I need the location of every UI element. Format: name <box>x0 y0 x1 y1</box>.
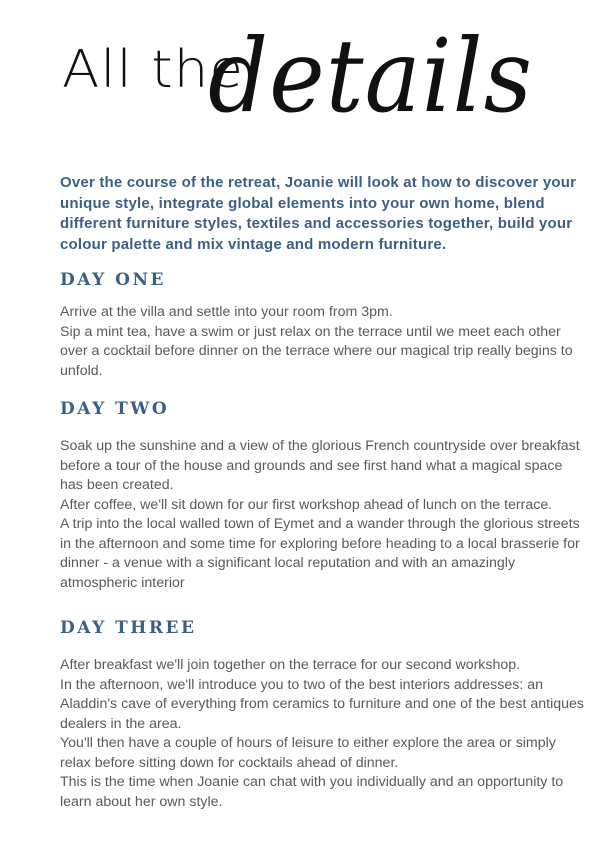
day-one-line: Sip a mint tea, have a swim or just relax on the terrace until we meet each other over a cocktail before dinner on the terrace where our magical trip really begins to unfold. <box>60 323 573 379</box>
day-three-line: This is the time when Joanie can chat with you individually and an opportunity to learn about her own style. <box>60 774 564 810</box>
title-details: details <box>208 18 533 136</box>
day-two-text <box>60 437 585 593</box>
day-two-heading: DAY TWO <box>60 399 170 419</box>
day-three-text <box>60 656 585 812</box>
day-two-line: After coffee, we'll sit down for our first workshop ahead of lunch on the terrace. <box>60 496 553 513</box>
day-two-line: A trip into the local walled town of Eymet and a wander through the glorious streets in the afternoon and some time for exploring before heading to a local brasserie for dinner - a venue with a significant local reputation and with an amazingly atmospheric interior <box>60 516 580 591</box>
day-one-line: Arrive at the villa and settle into your room from 3pm. <box>60 304 393 320</box>
day-one-heading: DAY ONE <box>60 270 166 290</box>
page-title <box>60 18 540 158</box>
day-two-line: Soak up the sunshine and a view of the glorious French countryside over breakfast before a tour of the house and grounds and see first hand what a magical space has been created. <box>60 438 580 493</box>
day-three-heading: DAY THREE <box>60 618 197 638</box>
day-three-line: After breakfast we'll join together on the terrace for our second workshop. <box>60 657 521 673</box>
intro-paragraph: Over the course of the retreat, Joanie will look at how to discover your unique style, integrate global elements into your own home, blend different furniture styles, textiles and accessories together, build your colour palette and mix vintage and modern furniture. <box>60 174 577 253</box>
day-three-line: You'll then have a couple of hours of leisure to either explore the area or simply relax before sitting down for cocktails ahead of dinner. <box>60 735 556 771</box>
day-three-line: In the afternoon, we'll introduce you to two of the best interiors addresses: an Aladdin's cave of everything from ceramics to furniture and one of the best antiques dealers in the area. <box>60 676 584 732</box>
day-one-text <box>60 303 585 381</box>
title-all-the: All the <box>62 40 245 100</box>
